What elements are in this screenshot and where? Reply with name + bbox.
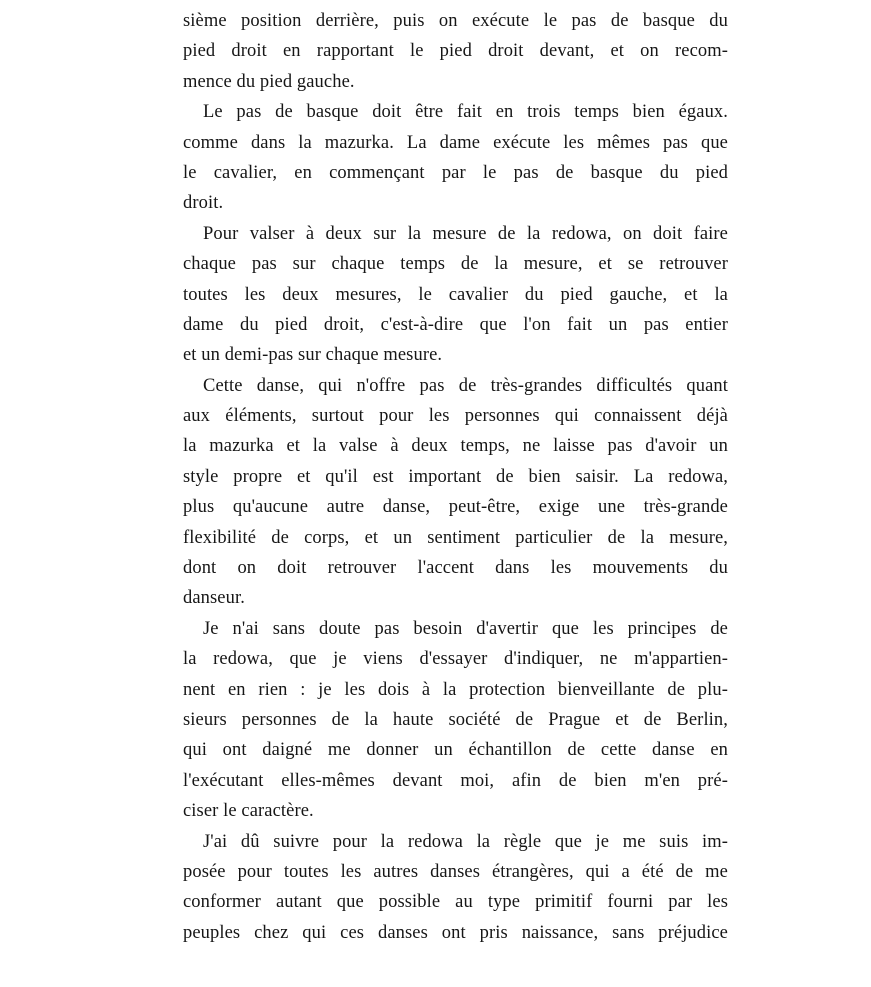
text-line: ciser le caractère. bbox=[183, 801, 314, 822]
text-line: danseur. bbox=[183, 588, 245, 609]
text-line: dame du pied droit, c'est-à-dire que l'on fait un pas entier bbox=[183, 314, 728, 335]
text-line: sième position derrière, puis on exécute le pas de basque du bbox=[183, 11, 728, 31]
paragraph bbox=[183, 827, 728, 949]
text-line: comme dans la mazurka. La dame exécute les mêmes pas que bbox=[183, 132, 728, 153]
text-line: dont on doit retrouver l'accent dans les mouvements du bbox=[183, 558, 728, 579]
text-line: flexibilité de corps, et un sentiment particulier de la mesure, bbox=[183, 527, 728, 548]
paragraph bbox=[183, 614, 728, 827]
text-line: sieurs personnes de la haute société de Prague et de Berlin, bbox=[183, 709, 728, 730]
text-line: la redowa, que je viens d'essayer d'indiquer, ne m'appartien- bbox=[183, 649, 728, 670]
text-line: style propre et qu'il est important de bien saisir. La redowa, bbox=[183, 466, 728, 487]
paragraph bbox=[183, 97, 728, 219]
paragraph bbox=[183, 371, 728, 614]
text-line: qui ont daigné me donner un échantillon de cette danse en bbox=[183, 740, 728, 761]
text-line: droit. bbox=[183, 193, 224, 214]
text-line: chaque pas sur chaque temps de la mesure, et se retrouver bbox=[183, 254, 728, 275]
text-line: posée pour toutes les autres danses étrangères, qui a été de me bbox=[183, 861, 728, 882]
text-line: Le pas de basque doit être fait en trois temps bien égaux. bbox=[203, 102, 728, 123]
text-line: le cavalier, en commençant par le pas de basque du pied bbox=[183, 162, 728, 183]
text-line: aux éléments, surtout pour les personnes qui connaissent déjà bbox=[183, 406, 728, 427]
text-line: Pour valser à deux sur la mesure de la redowa, on doit faire bbox=[203, 223, 728, 244]
text-line: et un demi-pas sur chaque mesure. bbox=[183, 345, 443, 366]
text-line: conformer autant que possible au type primitif fourni par les bbox=[183, 892, 728, 913]
text-line: Cette danse, qui n'offre pas de très-grandes difficultés quant bbox=[203, 375, 728, 396]
text-line: la mazurka et la valse à deux temps, ne laisse pas d'avoir un bbox=[183, 436, 728, 457]
text-line: plus qu'aucune autre danse, peut-être, exige une très-grande bbox=[183, 497, 728, 518]
text-line: toutes les deux mesures, le cavalier du pied gauche, et la bbox=[183, 284, 728, 305]
paragraph bbox=[183, 6, 728, 97]
text-line: J'ai dû suivre pour la redowa la règle que je me suis im- bbox=[203, 831, 728, 852]
text-line: pied droit en rapportant le pied droit devant, et on recom- bbox=[183, 41, 728, 62]
text-line: nent en rien : je les dois à la protection bienveillante de plu- bbox=[183, 679, 728, 700]
text-line: peuples chez qui ces danses ont pris naissance, sans préjudice bbox=[183, 922, 728, 943]
text-line: l'exécutant elles-mêmes devant moi, afin de bien m'en pré- bbox=[183, 770, 728, 791]
text-line: mence du pied gauche. bbox=[183, 71, 355, 92]
document-page bbox=[183, 6, 728, 948]
paragraph bbox=[183, 219, 728, 371]
text-line: Je n'ai sans doute pas besoin d'avertir que les principes de bbox=[203, 618, 728, 639]
